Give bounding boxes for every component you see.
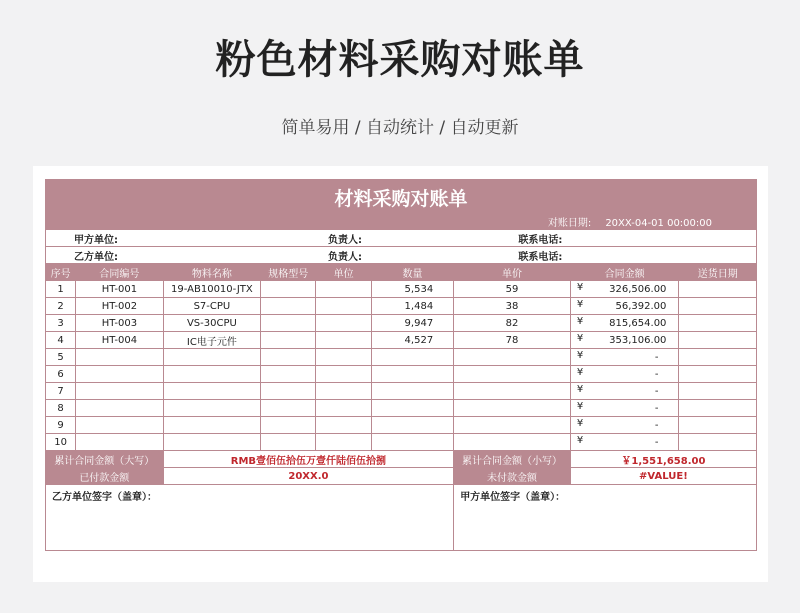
cell-price[interactable]: 82 bbox=[454, 315, 571, 332]
table-row bbox=[46, 434, 757, 451]
statement-sheet bbox=[33, 166, 768, 582]
cell-unit[interactable] bbox=[316, 417, 371, 434]
total-lower-label: 累计合同金额（小写） bbox=[454, 451, 571, 468]
phone-a-label: 联系电话: bbox=[454, 230, 571, 247]
cell-qty[interactable] bbox=[371, 400, 453, 417]
cell-price[interactable] bbox=[454, 383, 571, 400]
header-material: 物料名称 bbox=[163, 264, 261, 281]
cell-qty[interactable]: 5,534 bbox=[371, 281, 453, 298]
amount-value: 815,654.00 bbox=[609, 317, 667, 329]
cell-spec[interactable] bbox=[261, 366, 316, 383]
table-row bbox=[46, 349, 757, 366]
header-price: 单价 bbox=[454, 264, 571, 281]
cell-spec[interactable] bbox=[261, 400, 316, 417]
cell-seq[interactable]: 10 bbox=[46, 434, 76, 451]
table-row bbox=[46, 383, 757, 400]
cell-contract-no[interactable] bbox=[76, 434, 163, 451]
header-qty: 数量 bbox=[371, 264, 453, 281]
cell-delivery[interactable] bbox=[679, 366, 757, 383]
currency-symbol: ¥ bbox=[576, 333, 584, 344]
statement-date bbox=[46, 214, 757, 230]
amount-value: 353,106.00 bbox=[609, 334, 667, 346]
cell-delivery[interactable] bbox=[679, 298, 757, 315]
phone-b-label: 联系电话: bbox=[454, 247, 571, 264]
party-a-label: 甲方单位: bbox=[46, 230, 164, 247]
cell-contract-no[interactable]: HT-003 bbox=[76, 315, 163, 332]
cell-spec[interactable] bbox=[261, 332, 316, 349]
currency-symbol: ¥ bbox=[576, 316, 584, 327]
cell-unit[interactable] bbox=[316, 281, 371, 298]
cell-qty[interactable]: 4,527 bbox=[371, 332, 453, 349]
header-delivery: 送货日期 bbox=[679, 264, 757, 281]
currency-symbol: ¥ bbox=[576, 350, 584, 361]
date-label: 对账日期: bbox=[547, 218, 592, 229]
header-contract-no: 合同编号 bbox=[76, 264, 163, 281]
party-a-value[interactable] bbox=[163, 230, 316, 247]
cell-amount[interactable] bbox=[570, 417, 679, 434]
cell-material[interactable]: VS-30CPU bbox=[163, 315, 261, 332]
cell-delivery[interactable] bbox=[679, 434, 757, 451]
cell-qty[interactable] bbox=[371, 417, 453, 434]
cell-qty[interactable] bbox=[371, 366, 453, 383]
cell-seq[interactable]: 9 bbox=[46, 417, 76, 434]
table-row bbox=[46, 298, 757, 315]
cell-seq[interactable]: 2 bbox=[46, 298, 76, 315]
cell-seq[interactable]: 4 bbox=[46, 332, 76, 349]
cell-delivery[interactable] bbox=[679, 332, 757, 349]
party-b-value[interactable] bbox=[163, 247, 316, 264]
currency-symbol: ¥ bbox=[576, 282, 584, 293]
cell-amount[interactable] bbox=[570, 298, 679, 315]
page-subtitle: 简单易用 / 自动统计 / 自动更新 bbox=[281, 118, 519, 138]
cell-qty[interactable]: 9,947 bbox=[371, 315, 453, 332]
cell-unit[interactable] bbox=[316, 383, 371, 400]
cell-unit[interactable] bbox=[316, 349, 371, 366]
cell-unit[interactable] bbox=[316, 315, 371, 332]
total-upper-label: 累计合同金额（大写） bbox=[46, 451, 164, 468]
unpaid-label: 未付款金额 bbox=[454, 468, 571, 485]
cell-delivery[interactable] bbox=[679, 400, 757, 417]
amount-value: - bbox=[654, 436, 659, 448]
cell-contract-no[interactable] bbox=[76, 383, 163, 400]
cell-price[interactable] bbox=[454, 417, 571, 434]
cell-material[interactable] bbox=[163, 434, 261, 451]
cell-price[interactable] bbox=[454, 349, 571, 366]
cell-delivery[interactable] bbox=[679, 281, 757, 298]
party-a-signature[interactable]: 甲方单位签字（盖章）： bbox=[454, 485, 757, 551]
cell-spec[interactable] bbox=[261, 315, 316, 332]
amount-value: - bbox=[654, 368, 659, 380]
cell-material[interactable] bbox=[163, 400, 261, 417]
cell-amount[interactable] bbox=[570, 400, 679, 417]
total-upper-value: RMB壹佰伍拾伍万壹仟陆佰伍拾捌 bbox=[163, 451, 454, 468]
currency-symbol: ¥ bbox=[576, 367, 584, 378]
currency-symbol: ¥ bbox=[576, 418, 584, 429]
cell-delivery[interactable] bbox=[679, 383, 757, 400]
currency-symbol: ¥ bbox=[576, 435, 584, 446]
amount-value: 326,506.00 bbox=[609, 283, 667, 295]
table-row bbox=[46, 400, 757, 417]
currency-symbol: ¥ bbox=[576, 299, 584, 310]
cell-amount[interactable] bbox=[570, 315, 679, 332]
cell-price[interactable]: 38 bbox=[454, 298, 571, 315]
amount-value: - bbox=[654, 402, 659, 414]
cell-spec[interactable] bbox=[261, 434, 316, 451]
cell-qty[interactable]: 1,484 bbox=[371, 298, 453, 315]
amount-value: - bbox=[654, 419, 659, 431]
amount-value: - bbox=[654, 351, 659, 363]
cell-contract-no[interactable] bbox=[76, 417, 163, 434]
paid-value: 20XX.0 bbox=[163, 468, 454, 485]
page-title: 粉色材料采购对账单 bbox=[215, 37, 585, 83]
cell-material[interactable] bbox=[163, 417, 261, 434]
party-b-signature[interactable]: 乙方单位签字（盖章）： bbox=[46, 485, 454, 551]
table-row bbox=[46, 366, 757, 383]
cell-delivery[interactable] bbox=[679, 349, 757, 366]
cell-price[interactable]: 59 bbox=[454, 281, 571, 298]
cell-contract-no[interactable]: HT-002 bbox=[76, 298, 163, 315]
cell-qty[interactable] bbox=[371, 434, 453, 451]
cell-unit[interactable] bbox=[316, 332, 371, 349]
unpaid-value: #VALUE! bbox=[570, 468, 756, 485]
cell-price[interactable] bbox=[454, 366, 571, 383]
cell-amount[interactable] bbox=[570, 366, 679, 383]
party-b-label: 乙方单位: bbox=[46, 247, 164, 264]
header-seq: 序号 bbox=[46, 264, 76, 281]
cell-qty[interactable] bbox=[371, 383, 453, 400]
cell-amount[interactable] bbox=[570, 383, 679, 400]
cell-seq[interactable]: 5 bbox=[46, 349, 76, 366]
cell-contract-no[interactable]: HT-001 bbox=[76, 281, 163, 298]
cell-seq[interactable]: 1 bbox=[46, 281, 76, 298]
cell-unit[interactable] bbox=[316, 366, 371, 383]
phone-b-value[interactable] bbox=[570, 247, 756, 264]
amount-value: 56,392.00 bbox=[615, 300, 667, 312]
cell-contract-no[interactable] bbox=[76, 366, 163, 383]
cell-price[interactable]: 78 bbox=[454, 332, 571, 349]
total-lower-value: ￥1,551,658.00 bbox=[570, 451, 756, 468]
currency-symbol: ¥ bbox=[576, 384, 584, 395]
date-value: 20XX-04-01 00:00:00 bbox=[605, 218, 712, 229]
person-a-label: 负责人: bbox=[316, 230, 454, 247]
person-b-label: 负责人: bbox=[316, 247, 454, 264]
cell-amount[interactable] bbox=[570, 281, 679, 298]
currency-symbol: ¥ bbox=[576, 401, 584, 412]
cell-amount[interactable] bbox=[570, 332, 679, 349]
statement-table bbox=[45, 179, 757, 551]
cell-material[interactable] bbox=[163, 349, 261, 366]
header-amount: 合同金额 bbox=[570, 264, 679, 281]
cell-price[interactable] bbox=[454, 400, 571, 417]
cell-material[interactable] bbox=[163, 383, 261, 400]
cell-spec[interactable] bbox=[261, 298, 316, 315]
cell-price[interactable] bbox=[454, 434, 571, 451]
cell-contract-no[interactable] bbox=[76, 400, 163, 417]
table-row bbox=[46, 281, 757, 298]
cell-spec[interactable] bbox=[261, 417, 316, 434]
cell-unit[interactable] bbox=[316, 298, 371, 315]
table-header-row bbox=[46, 264, 757, 281]
table-row bbox=[46, 315, 757, 332]
cell-material[interactable]: IC电子元件 bbox=[163, 332, 261, 349]
paid-label: 已付款金额 bbox=[46, 468, 164, 485]
table-row bbox=[46, 332, 757, 349]
cell-spec[interactable] bbox=[261, 383, 316, 400]
amount-value: - bbox=[654, 385, 659, 397]
cell-seq[interactable]: 8 bbox=[46, 400, 76, 417]
cell-material[interactable]: S7-CPU bbox=[163, 298, 261, 315]
cell-contract-no[interactable]: HT-004 bbox=[76, 332, 163, 349]
cell-unit[interactable] bbox=[316, 400, 371, 417]
cell-delivery[interactable] bbox=[679, 315, 757, 332]
cell-material[interactable] bbox=[163, 366, 261, 383]
cell-seq[interactable]: 6 bbox=[46, 366, 76, 383]
cell-material[interactable]: 19-AB10010-JTX bbox=[163, 281, 261, 298]
table-row bbox=[46, 417, 757, 434]
cell-qty[interactable] bbox=[371, 349, 453, 366]
sheet-title: 材料采购对账单 bbox=[46, 180, 757, 215]
cell-amount[interactable] bbox=[570, 349, 679, 366]
cell-unit[interactable] bbox=[316, 434, 371, 451]
cell-contract-no[interactable] bbox=[76, 349, 163, 366]
cell-spec[interactable] bbox=[261, 281, 316, 298]
cell-seq[interactable]: 3 bbox=[46, 315, 76, 332]
header-spec: 规格型号 bbox=[261, 264, 316, 281]
cell-spec[interactable] bbox=[261, 349, 316, 366]
cell-amount[interactable] bbox=[570, 434, 679, 451]
phone-a-value[interactable] bbox=[570, 230, 756, 247]
cell-seq[interactable]: 7 bbox=[46, 383, 76, 400]
cell-delivery[interactable] bbox=[679, 417, 757, 434]
header-unit: 单位 bbox=[316, 264, 371, 281]
